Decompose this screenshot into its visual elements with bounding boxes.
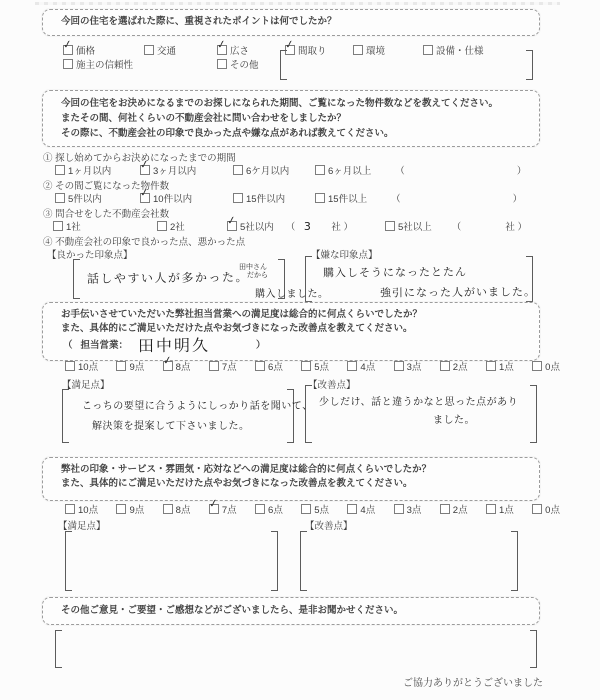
left-bracket <box>305 256 312 302</box>
score-option[interactable] <box>255 359 283 373</box>
question-4-line-2: また、具体的にご満足いただけた点やお気づきになった改善点を教えてください。 <box>61 478 413 489</box>
left-bracket <box>73 259 80 299</box>
checkbox[interactable] <box>55 165 65 175</box>
checkbox[interactable] <box>53 221 63 231</box>
handwritten-bad-impression-line-1: 購入しそうになったとたん <box>322 265 468 280</box>
checkbox[interactable] <box>65 504 75 514</box>
score-option[interactable] <box>255 502 283 516</box>
score-option[interactable] <box>301 502 329 516</box>
checkbox[interactable] <box>157 221 167 231</box>
scan-artifact <box>35 2 560 5</box>
question-box-3 <box>42 302 540 361</box>
checkbox[interactable] <box>315 193 325 203</box>
checkbox[interactable] <box>486 504 496 514</box>
checkbox[interactable] <box>385 221 395 231</box>
checkbox[interactable] <box>217 45 227 55</box>
choice-option[interactable] <box>227 219 385 233</box>
choice-option[interactable] <box>63 57 217 71</box>
option-label: 交通 <box>157 46 177 57</box>
question-box-1 <box>42 9 540 36</box>
score-label: 6点 <box>268 362 283 373</box>
q2-item2-blank-field[interactable] <box>391 191 522 205</box>
q2-item2-label: ② その間ご覧になった物件数 <box>43 181 170 192</box>
q2-item2-options <box>55 191 522 205</box>
score-option[interactable] <box>65 359 98 373</box>
checkbox[interactable] <box>227 221 237 231</box>
bad-impression-area[interactable] <box>305 256 537 302</box>
score-label: 2点 <box>452 505 468 516</box>
checkbox[interactable] <box>233 165 243 175</box>
q3-satisfaction-label: 【満足点】 <box>62 380 110 391</box>
option-label: その他 <box>230 60 259 71</box>
other-comments-area[interactable] <box>55 630 537 668</box>
score-option[interactable] <box>116 359 144 373</box>
checkbox[interactable] <box>209 504 219 514</box>
checkbox[interactable] <box>217 59 227 69</box>
checkbox[interactable] <box>347 504 357 514</box>
score-label: 2点 <box>452 362 468 373</box>
question-box-4 <box>42 457 540 501</box>
left-bracket <box>65 531 72 591</box>
handwritten-note-1: 田中さん <box>239 263 267 271</box>
question-box-2 <box>42 90 540 147</box>
checkbox[interactable] <box>116 361 126 371</box>
bad-impression-label: 【嫌な印象点】 <box>311 250 378 261</box>
handwritten-note-3: 購入しました。 <box>255 289 329 300</box>
q2-item1-blank-field[interactable] <box>395 163 526 177</box>
score-label: 5点 <box>314 505 330 516</box>
q4-improvement-label: 【改善点】 <box>305 521 353 532</box>
blank-paren-close: ） <box>516 166 527 177</box>
thanks-note: ご協力ありがとうございました <box>403 678 543 689</box>
option-label: 施主の信頼性 <box>76 60 134 71</box>
score-label: 8点 <box>175 505 191 516</box>
score-option[interactable] <box>301 359 329 373</box>
option-label: 15件以内 <box>246 194 286 205</box>
blank-paren-open: （ <box>391 194 401 205</box>
right-bracket <box>271 531 278 591</box>
q4-satisfaction-label: 【満足点】 <box>58 521 106 532</box>
q1-other-write-in-area[interactable] <box>280 50 533 80</box>
question-5-title: その他ご意見・ご要望・ご感想などがございましたら、是非お聞かせください。 <box>61 605 404 616</box>
score-option[interactable] <box>394 359 422 373</box>
q3-improvement-area[interactable] <box>305 385 537 443</box>
checkbox[interactable] <box>347 361 357 371</box>
score-option[interactable] <box>440 502 468 516</box>
choice-option[interactable] <box>140 191 233 205</box>
score-label: 5点 <box>314 362 330 373</box>
choice-option[interactable] <box>140 163 233 177</box>
good-impression-label: 【良かった印象点】 <box>47 250 133 261</box>
checkbox[interactable] <box>63 45 73 55</box>
option-label: 1ヶ月以内 <box>68 166 112 177</box>
checkbox[interactable] <box>55 193 65 203</box>
checkbox[interactable] <box>255 504 265 514</box>
option-label: 5件以内 <box>68 194 102 205</box>
handwritten-agent-name: 田中明久 <box>137 335 211 356</box>
score-option[interactable] <box>65 502 98 516</box>
question-2-line-2: またその間、何社くらいの不動産会社に問い合わせをしましたか？ <box>61 113 347 124</box>
option-label: 5社以内 <box>240 222 274 233</box>
question-2-line-1: 今回の住宅をお決めになるまでのお探しになられた期間、ご覧になった物件数などを教えてください。 <box>61 98 499 109</box>
score-option[interactable] <box>163 359 191 373</box>
checkbox[interactable] <box>394 504 404 514</box>
q3-improvement-label: 【改善点】 <box>308 380 356 391</box>
choice-option[interactable] <box>157 219 227 233</box>
q2-item3-options <box>53 219 527 233</box>
q2-item4-label: ④ 不動産会社の印象で良かった点、悪かった点 <box>43 237 246 248</box>
checkbox[interactable] <box>63 59 73 69</box>
score-option[interactable] <box>209 359 237 373</box>
score-option[interactable] <box>209 502 237 516</box>
score-label: 8点 <box>175 362 191 373</box>
choice-option[interactable] <box>144 43 217 57</box>
choice-option[interactable] <box>315 191 391 205</box>
left-bracket <box>280 50 287 80</box>
q2-item3-label: ③ 問合せをした不動産会社数 <box>43 209 170 220</box>
score-label: 7点 <box>221 505 237 516</box>
score-option[interactable] <box>163 502 191 516</box>
blank-gap <box>405 163 517 177</box>
checkbox[interactable] <box>140 193 150 203</box>
company-score-row <box>65 502 560 516</box>
option-paren-close: 社 ） <box>331 222 353 233</box>
option-label: 1社 <box>66 222 81 233</box>
blank-paren-close: ） <box>512 194 523 205</box>
option-label: 3ヶ月以内 <box>153 166 197 177</box>
option-label: 5社以上 <box>398 222 432 233</box>
checkbox[interactable] <box>315 165 325 175</box>
option-label: 広さ <box>230 46 250 57</box>
right-bracket <box>511 531 518 591</box>
score-option[interactable] <box>394 502 422 516</box>
question-3-line-1: お手伝いさせていただいた弊社担当営業への満足度は総合的に何点くらいでしたか？ <box>61 309 423 320</box>
choice-option[interactable] <box>233 191 315 205</box>
score-label: 1点 <box>498 505 514 516</box>
handwritten-satisfaction-line-2: 解決策を提案して下さいました。 <box>92 421 250 432</box>
left-bracket <box>305 385 312 443</box>
blank-paren-open: （ <box>395 166 405 177</box>
checkbox[interactable] <box>233 193 243 203</box>
checkbox[interactable] <box>301 504 311 514</box>
score-label: 6点 <box>268 505 283 516</box>
checkbox[interactable] <box>163 361 173 371</box>
agent-paren-open: （ <box>63 340 73 351</box>
score-label: 9点 <box>129 505 145 516</box>
blank-gap <box>401 191 513 205</box>
q3-satisfaction-area[interactable] <box>62 389 313 443</box>
score-option[interactable] <box>532 359 560 373</box>
left-bracket <box>55 630 62 668</box>
question-4-line-1: 弊社の印象・サービス・雰囲気・応対などへの満足度は総合的に何点くらいでしたか？ <box>61 464 432 475</box>
score-option[interactable] <box>532 502 560 516</box>
q2-item1-label: ① 探し始めてからお決めになったまでの期間 <box>43 153 236 164</box>
checkbox[interactable] <box>163 504 173 514</box>
q4-improvement-area[interactable] <box>300 531 518 591</box>
option-label: 環境 <box>366 46 386 57</box>
option-label: 設備・仕様 <box>436 46 484 57</box>
right-bracket <box>530 385 537 443</box>
score-label: 3点 <box>406 362 422 373</box>
checkbox[interactable] <box>116 504 126 514</box>
choice-option[interactable] <box>55 191 140 205</box>
option-label: 10件以内 <box>153 194 193 205</box>
score-label: 7点 <box>221 362 237 373</box>
agent-paren-close: ） <box>256 340 266 351</box>
option-label: 6ケ月以内 <box>246 166 290 177</box>
checkbox[interactable] <box>532 361 542 371</box>
handwritten-improvement-line-1: 少しだけ、話と違うかなと思った点があり <box>319 397 519 408</box>
score-option[interactable] <box>347 359 375 373</box>
score-option[interactable] <box>486 502 514 516</box>
question-1-title: 今回の住宅を選ばれた際に、重視されたポイントは何でしたか？ <box>61 16 337 27</box>
choice-option[interactable] <box>63 43 144 57</box>
q2-item2-option-group <box>55 191 391 205</box>
score-label: 1点 <box>498 362 514 373</box>
choice-option[interactable] <box>315 163 395 177</box>
choice-option[interactable] <box>53 219 157 233</box>
option-paren-open: （ <box>285 222 296 233</box>
checkbox[interactable] <box>440 361 450 371</box>
score-option[interactable] <box>347 502 375 516</box>
q2-item1-option-group <box>55 163 395 177</box>
agent-name-field[interactable] <box>43 337 539 356</box>
question-box-5 <box>42 597 540 625</box>
checkbox[interactable] <box>140 165 150 175</box>
q1-option-group-2 <box>63 57 283 71</box>
score-label: 9点 <box>129 362 145 373</box>
choice-option[interactable] <box>217 57 283 71</box>
choice-option[interactable] <box>217 43 285 57</box>
right-bracket <box>530 630 537 668</box>
checkbox[interactable] <box>209 361 219 371</box>
left-bracket <box>300 531 307 591</box>
handwritten-bad-impression-line-2: 強引になった人がいました。 <box>379 285 537 300</box>
good-impression-area[interactable] <box>73 259 329 300</box>
score-label: 10点 <box>78 505 99 516</box>
score-option[interactable] <box>440 359 468 373</box>
score-label: 4点 <box>360 362 376 373</box>
checkbox[interactable] <box>301 361 311 371</box>
checkbox[interactable] <box>255 361 265 371</box>
agent-label: 担当営業： <box>80 340 129 351</box>
score-label: 4点 <box>360 505 376 516</box>
option-paren-open: （ <box>451 222 462 233</box>
score-label: 0点 <box>545 362 560 373</box>
right-bracket <box>526 50 533 80</box>
checkbox[interactable] <box>486 361 496 371</box>
question-3-line-2: また、具体的にご満足いただけた点やお気づきになった改善点を教えてください。 <box>61 323 413 334</box>
option-fill-value: 3 <box>303 219 311 233</box>
left-bracket <box>62 389 69 443</box>
checkbox[interactable] <box>440 504 450 514</box>
choice-option[interactable] <box>385 219 527 233</box>
choice-option[interactable] <box>233 163 315 177</box>
option-label: 2社 <box>170 222 185 233</box>
q2-item1-options <box>55 163 526 177</box>
option-label: 6ヶ月以上 <box>328 166 372 177</box>
score-label: 3点 <box>406 505 422 516</box>
handwritten-note-2: だから <box>247 271 268 279</box>
option-label: 価格 <box>76 46 96 57</box>
question-2-line-3: その際に、不動産会社の印象で良かった点や嫌な点があれば教えてください。 <box>61 128 394 139</box>
option-label: 15件以上 <box>328 194 368 205</box>
score-label: 0点 <box>545 505 560 516</box>
score-option[interactable] <box>116 502 144 516</box>
agent-score-row <box>65 359 560 373</box>
choice-option[interactable] <box>55 163 140 177</box>
checkbox[interactable] <box>532 504 542 514</box>
checkbox[interactable] <box>144 45 154 55</box>
checkbox[interactable] <box>394 361 404 371</box>
handwritten-satisfaction-line-1: こっちの要望に合うようにしっかり話を聞いて、 <box>82 401 313 412</box>
q1-options-row-2 <box>63 57 283 71</box>
score-option[interactable] <box>486 359 514 373</box>
score-label: 10点 <box>78 362 99 373</box>
q4-satisfaction-area[interactable] <box>65 531 278 591</box>
option-paren-close: 社 ） <box>505 222 527 233</box>
q2-item3-option-group <box>53 219 527 233</box>
handwritten-improvement-line-2: ました。 <box>433 415 475 426</box>
checkbox[interactable] <box>65 361 75 371</box>
handwritten-good-impression: 話しやすい人が多かった。 <box>86 270 250 286</box>
option-label: 間取り <box>298 46 327 57</box>
